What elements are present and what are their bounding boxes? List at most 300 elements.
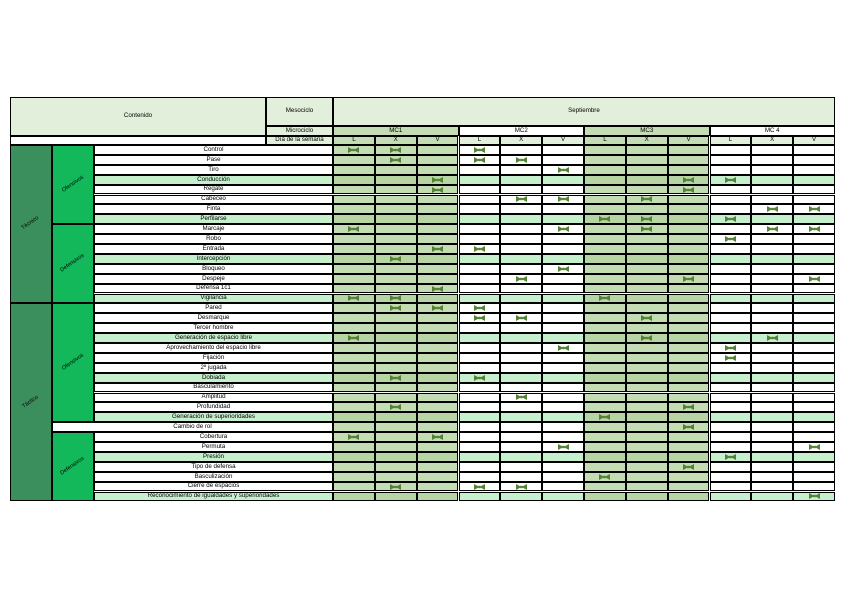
bowtie-mark-icon: [725, 454, 736, 460]
schedule-cell: [417, 165, 459, 175]
schedule-cell: [793, 303, 835, 313]
schedule-cell: [793, 185, 835, 195]
schedule-cell: [542, 432, 584, 442]
schedule-cell: [710, 284, 752, 294]
schedule-cell: [710, 195, 752, 205]
bowtie-mark-icon: [432, 305, 443, 311]
schedule-cell: [668, 195, 710, 205]
row-label: [94, 363, 333, 373]
day-header-text: L: [352, 136, 356, 144]
bowtie-mark-icon: [683, 424, 694, 430]
bowtie-mark-icon: [474, 305, 485, 311]
schedule-cell: [668, 402, 710, 412]
schedule-cell: [710, 204, 752, 214]
schedule-cell: [417, 284, 459, 294]
bowtie-mark-icon: [390, 484, 401, 490]
schedule-cell: [793, 165, 835, 175]
schedule-cell: [751, 313, 793, 323]
schedule-cell: [668, 145, 710, 155]
schedule-cell: [333, 204, 375, 214]
header-contenido-text: Contenido: [123, 112, 153, 120]
schedule-cell: [751, 422, 793, 432]
schedule-cell: [542, 234, 584, 244]
bowtie-mark-icon: [474, 484, 485, 490]
day-header: [751, 136, 793, 145]
schedule-cell: [710, 393, 752, 403]
schedule-cell: [459, 383, 501, 393]
schedule-cell: [500, 422, 542, 432]
schedule-cell: [333, 402, 375, 412]
schedule-cell: [626, 313, 668, 323]
schedule-cell: [710, 472, 752, 482]
day-header-text: L: [477, 136, 482, 144]
schedule-cell: [417, 155, 459, 165]
schedule-cell: [626, 145, 668, 155]
bowtie-mark-icon: [767, 226, 778, 232]
schedule-cell: [793, 373, 835, 383]
bowtie-mark-icon: [390, 295, 401, 301]
schedule-cell: [542, 224, 584, 234]
schedule-cell: [417, 234, 459, 244]
schedule-cell: [417, 264, 459, 274]
bowtie-mark-icon: [725, 355, 736, 361]
schedule-cell: [584, 383, 626, 393]
schedule-cell: [710, 214, 752, 224]
schedule-cell: [584, 284, 626, 294]
schedule-cell: [500, 185, 542, 195]
schedule-cell: [668, 155, 710, 165]
schedule-cell: [542, 412, 584, 422]
schedule-cell: [584, 432, 626, 442]
schedule-cell: [626, 383, 668, 393]
microcycle-header-4-text: MC 4: [764, 126, 780, 134]
schedule-cell: [375, 422, 417, 432]
schedule-cell: [500, 452, 542, 462]
schedule-cell: [668, 175, 710, 185]
row-label: [94, 323, 333, 333]
schedule-cell: [500, 195, 542, 205]
schedule-cell: [375, 244, 417, 254]
schedule-cell: [375, 165, 417, 175]
schedule-cell: [333, 155, 375, 165]
schedule-cell: [793, 244, 835, 254]
schedule-cell: [668, 462, 710, 472]
schedule-cell: [333, 462, 375, 472]
schedule-cell: [751, 462, 793, 472]
schedule-cell: [584, 313, 626, 323]
bowtie-mark-icon: [348, 295, 359, 301]
schedule-cell: [459, 432, 501, 442]
schedule-cell: [668, 254, 710, 264]
schedule-cell: [333, 195, 375, 205]
schedule-cell: [626, 422, 668, 432]
bowtie-mark-icon: [516, 394, 527, 400]
day-header: [500, 136, 542, 145]
schedule-cell: [333, 254, 375, 264]
schedule-cell: [668, 284, 710, 294]
schedule-cell: [626, 343, 668, 353]
schedule-cell: [626, 373, 668, 383]
schedule-cell: [584, 244, 626, 254]
schedule-cell: [375, 254, 417, 264]
schedule-cell: [459, 284, 501, 294]
schedule-cell: [500, 204, 542, 214]
schedule-cell: [542, 254, 584, 264]
schedule-cell: [793, 175, 835, 185]
schedule-cell: [668, 185, 710, 195]
schedule-cell: [751, 284, 793, 294]
bowtie-mark-icon: [390, 305, 401, 311]
bowtie-mark-icon: [348, 434, 359, 440]
schedule-cell: [417, 224, 459, 234]
schedule-cell: [542, 373, 584, 383]
bowtie-mark-icon: [809, 206, 820, 212]
schedule-cell: [626, 482, 668, 492]
schedule-cell: [500, 363, 542, 373]
row-label-text: Despeje: [202, 274, 225, 282]
schedule-cell: [710, 175, 752, 185]
bowtie-mark-icon: [725, 216, 736, 222]
bowtie-mark-icon: [558, 196, 569, 202]
schedule-cell: [668, 353, 710, 363]
schedule-cell: [584, 402, 626, 412]
schedule-cell: [500, 155, 542, 165]
bowtie-mark-icon: [683, 187, 694, 193]
schedule-cell: [710, 482, 752, 492]
schedule-cell: [417, 482, 459, 492]
schedule-cell: [793, 224, 835, 234]
schedule-cell: [584, 353, 626, 363]
schedule-cell: [751, 214, 793, 224]
schedule-cell: [333, 165, 375, 175]
schedule-cell: [751, 303, 793, 313]
schedule-cell: [542, 195, 584, 205]
schedule-cell: [751, 432, 793, 442]
schedule-cell: [710, 353, 752, 363]
header-mesociclo-value: [333, 97, 835, 126]
schedule-cell: [751, 234, 793, 244]
schedule-cell: [375, 363, 417, 373]
bowtie-mark-icon: [390, 147, 401, 153]
category-1-text: Técnico: [20, 215, 41, 232]
row-label-text: Pared: [205, 304, 222, 312]
schedule-cell: [542, 155, 584, 165]
schedule-cell: [500, 472, 542, 482]
schedule-cell: [668, 323, 710, 333]
schedule-cell: [626, 264, 668, 274]
schedule-cell: [375, 323, 417, 333]
schedule-cell: [333, 422, 375, 432]
schedule-cell: [751, 343, 793, 353]
schedule-cell: [500, 393, 542, 403]
bowtie-mark-icon: [599, 414, 610, 420]
row-label-text: Regate: [203, 185, 224, 193]
row-label: [94, 284, 333, 294]
schedule-cell: [751, 333, 793, 343]
schedule-cell: [710, 432, 752, 442]
schedule-cell: [668, 165, 710, 175]
day-header-text: X: [644, 136, 649, 144]
schedule-cell: [375, 353, 417, 363]
header-microciclo-text: Microciclo: [285, 126, 314, 134]
schedule-cell: [710, 224, 752, 234]
schedule-cell: [375, 274, 417, 284]
schedule-cell: [793, 284, 835, 294]
schedule-cell: [333, 274, 375, 284]
schedule-cell: [668, 492, 710, 502]
schedule-cell: [500, 264, 542, 274]
schedule-cell: [542, 323, 584, 333]
row-label-text: Entrada: [202, 244, 225, 252]
schedule-cell: [793, 393, 835, 403]
bowtie-mark-icon: [809, 226, 820, 232]
schedule-cell: [333, 264, 375, 274]
row-label: [94, 383, 333, 393]
schedule-cell: [542, 303, 584, 313]
schedule-cell: [375, 284, 417, 294]
row-label-text: Conducción: [197, 175, 230, 183]
day-header: [375, 136, 417, 145]
schedule-cell: [417, 353, 459, 363]
schedule-cell: [793, 155, 835, 165]
schedule-cell: [584, 422, 626, 432]
schedule-cell: [584, 185, 626, 195]
schedule-cell: [375, 343, 417, 353]
schedule-cell: [584, 214, 626, 224]
schedule-cell: [500, 323, 542, 333]
bowtie-mark-icon: [599, 295, 610, 301]
schedule-cell: [793, 343, 835, 353]
schedule-cell: [459, 393, 501, 403]
schedule-cell: [751, 175, 793, 185]
bowtie-mark-icon: [558, 444, 569, 450]
microcycle-header-3-text: MC3: [640, 126, 654, 134]
row-label-text: Dobiada: [201, 373, 226, 381]
schedule-cell: [417, 323, 459, 333]
schedule-cell: [417, 244, 459, 254]
schedule-cell: [710, 165, 752, 175]
schedule-cell: [751, 492, 793, 502]
row-label-text: Generación de superioridades: [172, 413, 255, 421]
schedule-cell: [542, 214, 584, 224]
schedule-cell: [375, 155, 417, 165]
schedule-cell: [542, 363, 584, 373]
schedule-cell: [375, 462, 417, 472]
row-label-text: Control: [203, 145, 224, 153]
schedule-cell: [584, 412, 626, 422]
day-header-text: V: [812, 136, 817, 144]
schedule-cell: [459, 165, 501, 175]
bowtie-mark-icon: [683, 404, 694, 410]
schedule-cell: [459, 373, 501, 383]
group-1-1: [52, 145, 94, 224]
schedule-cell: [417, 333, 459, 343]
schedule-cell: [668, 422, 710, 432]
schedule-cell: [584, 234, 626, 244]
schedule-cell: [417, 254, 459, 264]
schedule-cell: [375, 313, 417, 323]
bowtie-mark-icon: [390, 157, 401, 163]
schedule-cell: [626, 472, 668, 482]
schedule-cell: [417, 175, 459, 185]
row-label: [94, 274, 333, 284]
bowtie-mark-icon: [809, 444, 820, 450]
schedule-cell: [333, 432, 375, 442]
day-header: [793, 136, 835, 145]
row-label: [94, 452, 333, 462]
schedule-cell: [626, 353, 668, 363]
schedule-cell: [668, 393, 710, 403]
schedule-cell: [333, 214, 375, 224]
row-label-text: Intercepción: [196, 254, 231, 262]
schedule-cell: [542, 175, 584, 185]
bowtie-mark-icon: [348, 147, 359, 153]
schedule-cell: [710, 422, 752, 432]
day-header: [584, 136, 626, 145]
row-label: [94, 214, 333, 224]
schedule-cell: [417, 402, 459, 412]
bowtie-mark-icon: [599, 474, 610, 480]
day-header: [459, 136, 501, 145]
schedule-cell: [751, 402, 793, 412]
schedule-cell: [793, 412, 835, 422]
schedule-cell: [459, 402, 501, 412]
schedule-cell: [710, 185, 752, 195]
schedule-cell: [626, 442, 668, 452]
microcycle-header-3: [584, 126, 710, 136]
schedule-cell: [500, 343, 542, 353]
schedule-cell: [542, 333, 584, 343]
schedule-cell: [542, 284, 584, 294]
schedule-cell: [584, 482, 626, 492]
schedule-cell: [626, 363, 668, 373]
schedule-cell: [751, 185, 793, 195]
row-label-text: Basculamiento: [193, 383, 234, 391]
schedule-cell: [542, 145, 584, 155]
schedule-cell: [793, 472, 835, 482]
schedule-cell: [751, 274, 793, 284]
schedule-cell: [500, 432, 542, 442]
row-label: [94, 195, 333, 205]
schedule-cell: [417, 393, 459, 403]
schedule-cell: [710, 264, 752, 274]
row-label-text: Fijación: [202, 353, 225, 361]
row-label: [94, 294, 333, 304]
row-label-text: Finta: [206, 205, 221, 213]
schedule-cell: [668, 234, 710, 244]
schedule-cell: [417, 274, 459, 284]
schedule-cell: [375, 224, 417, 234]
schedule-cell: [542, 294, 584, 304]
schedule-cell: [459, 472, 501, 482]
schedule-cell: [710, 462, 752, 472]
bowtie-mark-icon: [641, 335, 652, 341]
schedule-cell: [459, 155, 501, 165]
row-label: [94, 145, 333, 155]
bowtie-mark-icon: [390, 404, 401, 410]
schedule-cell: [626, 155, 668, 165]
schedule-cell: [751, 294, 793, 304]
schedule-cell: [417, 462, 459, 472]
schedule-cell: [626, 323, 668, 333]
day-header-text: V: [686, 136, 691, 144]
schedule-cell: [710, 333, 752, 343]
schedule-cell: [584, 254, 626, 264]
microcycle-header-2: [459, 126, 585, 136]
day-header: [626, 136, 668, 145]
row-label-text: Vigilancia: [200, 294, 227, 302]
row-label: [94, 264, 333, 274]
schedule-cell: [626, 333, 668, 343]
schedule-cell: [459, 274, 501, 284]
schedule-cell: [417, 294, 459, 304]
group-1-1-text: Ofensivos: [60, 174, 85, 194]
schedule-cell: [668, 333, 710, 343]
header-dia-text: Día de la semana: [275, 136, 324, 144]
row-label-text: Profundidad: [196, 403, 231, 411]
schedule-cell: [668, 412, 710, 422]
schedule-cell: [375, 264, 417, 274]
schedule-cell: [626, 303, 668, 313]
schedule-cell: [375, 393, 417, 403]
schedule-cell: [542, 462, 584, 472]
bowtie-mark-icon: [516, 484, 527, 490]
schedule-cell: [375, 402, 417, 412]
schedule-cell: [710, 303, 752, 313]
bowtie-mark-icon: [474, 246, 485, 252]
schedule-cell: [626, 432, 668, 442]
schedule-cell: [793, 195, 835, 205]
bowtie-mark-icon: [683, 276, 694, 282]
row-label-text: Tercer hombre: [193, 324, 234, 332]
schedule-cell: [668, 472, 710, 482]
row-label: [94, 353, 333, 363]
schedule-cell: [710, 452, 752, 462]
schedule-cell: [793, 363, 835, 373]
bowtie-mark-icon: [474, 375, 485, 381]
schedule-cell: [668, 363, 710, 373]
schedule-cell: [751, 155, 793, 165]
schedule-cell: [793, 323, 835, 333]
schedule-cell: [542, 442, 584, 452]
day-header-text: X: [393, 136, 398, 144]
bowtie-mark-icon: [683, 177, 694, 183]
schedule-cell: [500, 412, 542, 422]
schedule-cell: [417, 145, 459, 155]
bowtie-mark-icon: [432, 177, 443, 183]
schedule-cell: [710, 402, 752, 412]
schedule-cell: [626, 462, 668, 472]
row-label: [94, 313, 333, 323]
row-label: [94, 155, 333, 165]
schedule-cell: [751, 412, 793, 422]
schedule-cell: [333, 175, 375, 185]
bowtie-mark-icon: [516, 157, 527, 163]
schedule-cell: [584, 155, 626, 165]
schedule-cell: [584, 462, 626, 472]
row-label-text: Marcaje: [202, 225, 225, 233]
schedule-cell: [333, 294, 375, 304]
row-label: [94, 204, 333, 214]
schedule-cell: [751, 254, 793, 264]
bowtie-mark-icon: [725, 236, 736, 242]
schedule-cell: [626, 234, 668, 244]
schedule-cell: [500, 442, 542, 452]
schedule-cell: [459, 254, 501, 264]
schedule-cell: [333, 244, 375, 254]
schedule-cell: [668, 432, 710, 442]
bowtie-mark-icon: [809, 493, 820, 499]
